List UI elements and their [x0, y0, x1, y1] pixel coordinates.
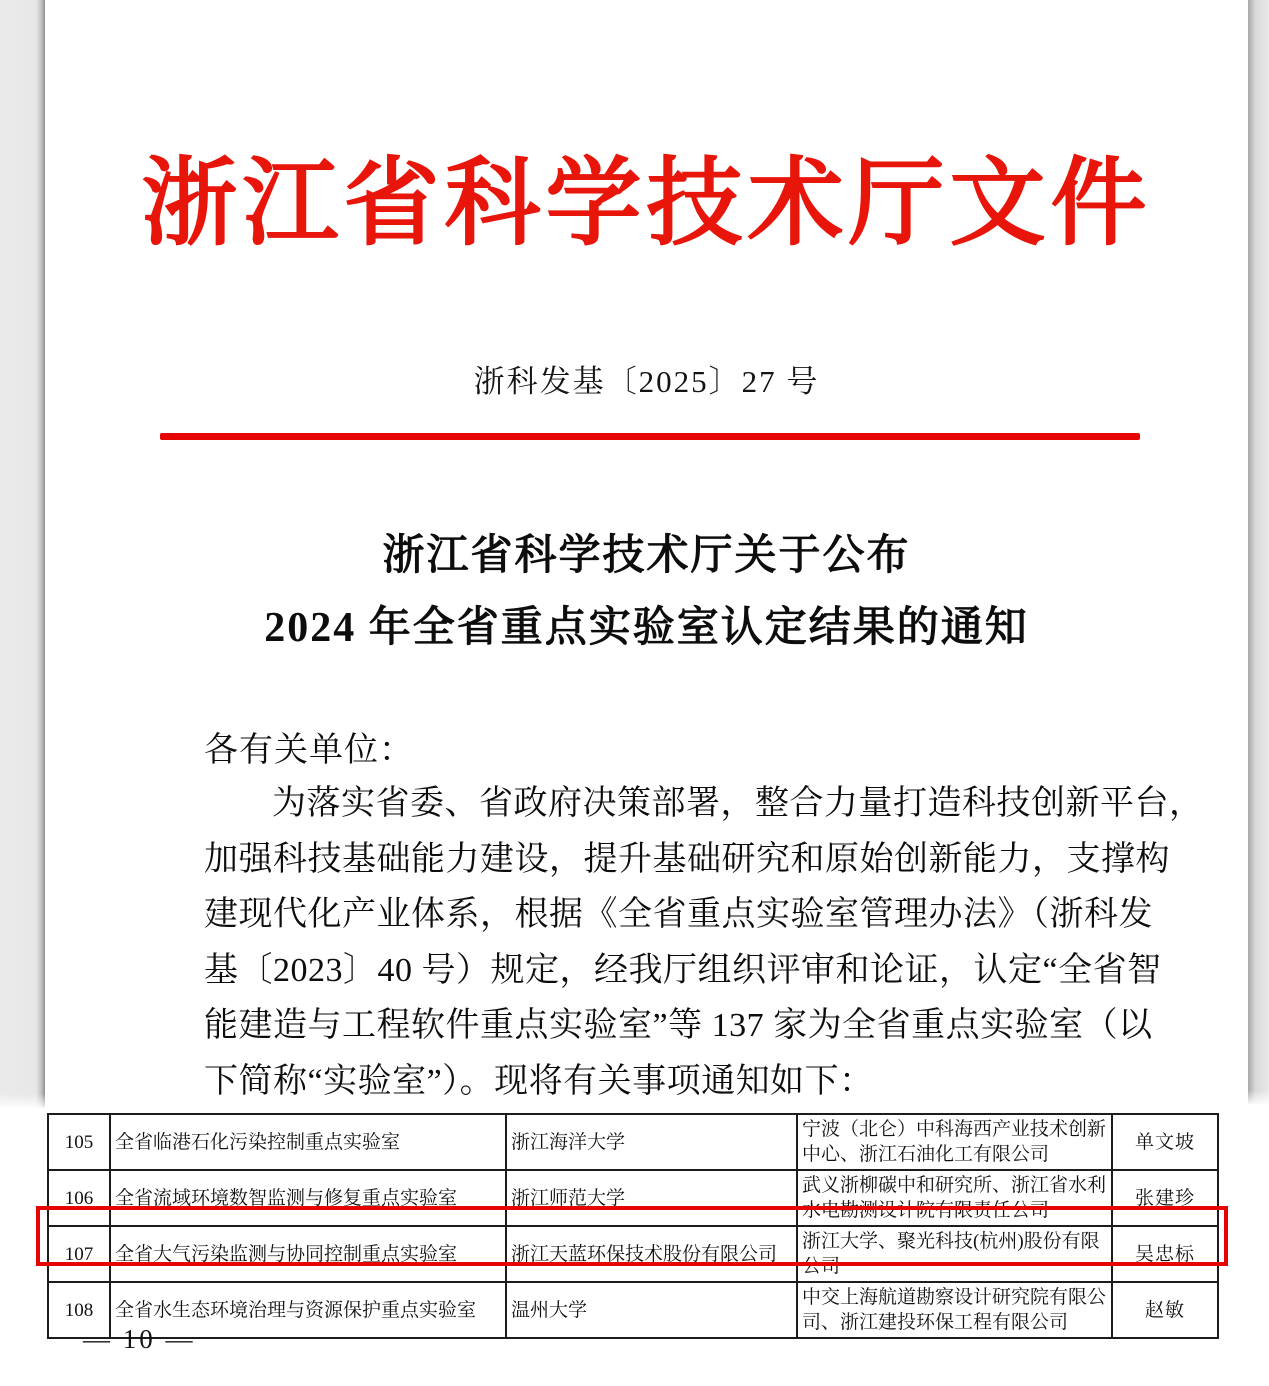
scan-margin-left	[0, 0, 45, 1108]
partners-cell: 宁波（北仑）中科海西产业技术创新中心、浙江石油化工有限公司	[797, 1114, 1112, 1170]
institution-cell: 浙江天蓝环保技术股份有限公司	[506, 1226, 797, 1282]
lab-name-cell: 全省大气污染监测与协同控制重点实验室	[110, 1226, 506, 1282]
person-cell: 单文坡	[1112, 1114, 1218, 1170]
partners-cell: 中交上海航道勘察设计研究院有限公司、浙江建投环保工程有限公司	[797, 1282, 1112, 1338]
row-number-cell: 105	[48, 1114, 110, 1170]
body-line: 基〔2023〕40 号）规定，经我厅组织评审和论证，认定“全省智	[204, 951, 1162, 989]
partners-cell: 武义浙柳碳中和研究所、浙江省水利水电勘测设计院有限责任公司	[797, 1170, 1112, 1226]
institution-cell: 浙江师范大学	[506, 1170, 797, 1226]
partners-cell: 浙江大学、聚光科技(杭州)股份有限公司	[797, 1226, 1112, 1282]
agency-header-title: 浙江省科学技术厅文件	[141, 150, 1152, 257]
notice-title-line1: 浙江省科学技术厅关于公布	[382, 533, 911, 579]
person-cell: 吴忠标	[1112, 1226, 1218, 1282]
institution-cell: 温州大学	[506, 1282, 797, 1338]
lab-name-cell: 全省流域环境数智监测与修复重点实验室	[110, 1170, 506, 1226]
red-divider-rule	[160, 433, 1140, 440]
scan-margin-right	[1248, 0, 1269, 1104]
document-number: 浙科发基〔2025〕27 号	[473, 364, 820, 399]
body-line: 为落实省委、省政府决策部署，整合力量打造科技创新平台，	[272, 785, 1204, 822]
institution-cell: 浙江海洋大学	[506, 1114, 797, 1170]
row-number-cell: 106	[48, 1170, 110, 1226]
person-cell: 张建珍	[1112, 1170, 1218, 1226]
lab-name-cell: 全省临港石化污染控制重点实验室	[110, 1114, 506, 1170]
body-line: 能建造与工程软件重点实验室”等 137 家为全省重点实验室（以	[204, 1007, 1153, 1044]
page-number: — 10 —	[83, 1324, 196, 1354]
table-row	[48, 1114, 1218, 1170]
lab-name-cell: 全省水生态环境治理与资源保护重点实验室	[110, 1282, 506, 1338]
red-highlight-annotation-box	[36, 1206, 1228, 1266]
body-line: 加强科技基础能力建设，提升基础研究和原始创新能力，支撑构	[204, 840, 1170, 878]
body-paragraph	[204, 776, 1204, 1109]
body-line: 建现代化产业体系，根据《全省重点实验室管理办法》（浙科发	[204, 896, 1153, 933]
table-row	[48, 1282, 1218, 1338]
row-number-cell: 108	[48, 1282, 110, 1338]
notice-title-line2: 2024 年全省重点实验室认定结果的通知	[264, 605, 1029, 651]
salutation: 各有关单位：	[204, 732, 414, 769]
row-number-cell: 107	[48, 1226, 110, 1282]
person-cell: 赵敏	[1112, 1282, 1218, 1338]
body-line: 下简称“实验室”）。现将有关事项通知如下：	[204, 1062, 874, 1100]
